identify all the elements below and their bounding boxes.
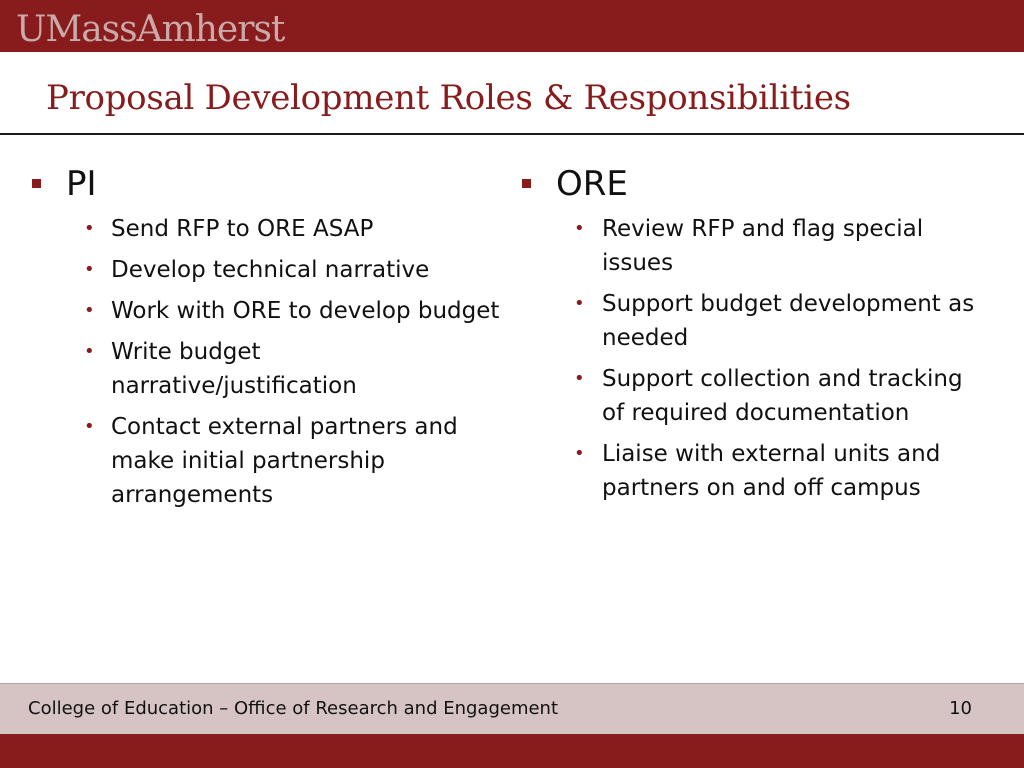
list-item-text: Contact external partners and make initial partnership arrangements bbox=[111, 414, 458, 508]
footer-text: College of Education – Office of Research and Engagement bbox=[28, 698, 559, 719]
list-item bbox=[520, 212, 990, 280]
list-item-text: Work with ORE to develop budget bbox=[111, 298, 500, 324]
square-bullet-icon bbox=[32, 179, 41, 188]
list-item bbox=[520, 437, 990, 505]
title-divider bbox=[0, 133, 1024, 135]
bottom-banner bbox=[0, 734, 1024, 768]
page-number: 10 bbox=[949, 698, 972, 719]
bullet-dot-icon: • bbox=[84, 341, 95, 362]
ore-responsibilities-list bbox=[520, 212, 990, 505]
slide-title: Proposal Development Roles & Responsibilities bbox=[46, 78, 851, 118]
list-item bbox=[30, 335, 500, 403]
square-bullet-icon bbox=[522, 179, 531, 188]
bullet-dot-icon: • bbox=[84, 218, 95, 239]
ore-heading-label: ORE bbox=[556, 164, 628, 204]
list-item bbox=[520, 362, 990, 430]
bullet-dot-icon: • bbox=[574, 293, 585, 314]
bullet-dot-icon: • bbox=[574, 368, 585, 389]
list-item-text: Write budget narrative/justification bbox=[111, 339, 357, 399]
list-item bbox=[520, 287, 990, 355]
list-item-text: Send RFP to ORE ASAP bbox=[111, 216, 374, 242]
bullet-dot-icon: • bbox=[84, 300, 95, 321]
bullet-dot-icon: • bbox=[84, 259, 95, 280]
list-item-text: Support collection and tracking of required documentation bbox=[602, 366, 963, 426]
footer bbox=[0, 683, 1024, 734]
ore-column bbox=[520, 162, 990, 512]
bullet-dot-icon: • bbox=[574, 218, 585, 239]
pi-responsibilities-list bbox=[30, 212, 500, 512]
list-item-text: Review RFP and flag special issues bbox=[602, 216, 924, 276]
top-banner bbox=[0, 0, 1024, 52]
pi-column bbox=[30, 162, 500, 519]
umass-amherst-logo: UMassAmherst bbox=[16, 9, 285, 50]
pi-heading bbox=[30, 162, 500, 206]
list-item bbox=[30, 212, 500, 246]
list-item bbox=[30, 410, 500, 512]
list-item bbox=[30, 253, 500, 287]
bullet-dot-icon: • bbox=[574, 443, 585, 464]
ore-heading bbox=[520, 162, 990, 206]
list-item-text: Develop technical narrative bbox=[111, 257, 430, 283]
list-item bbox=[30, 294, 500, 328]
bullet-dot-icon: • bbox=[84, 416, 95, 437]
list-item-text: Liaise with external units and partners on and off campus bbox=[602, 441, 941, 501]
list-item-text: Support budget development as needed bbox=[602, 291, 975, 351]
pi-heading-label: PI bbox=[66, 164, 97, 204]
